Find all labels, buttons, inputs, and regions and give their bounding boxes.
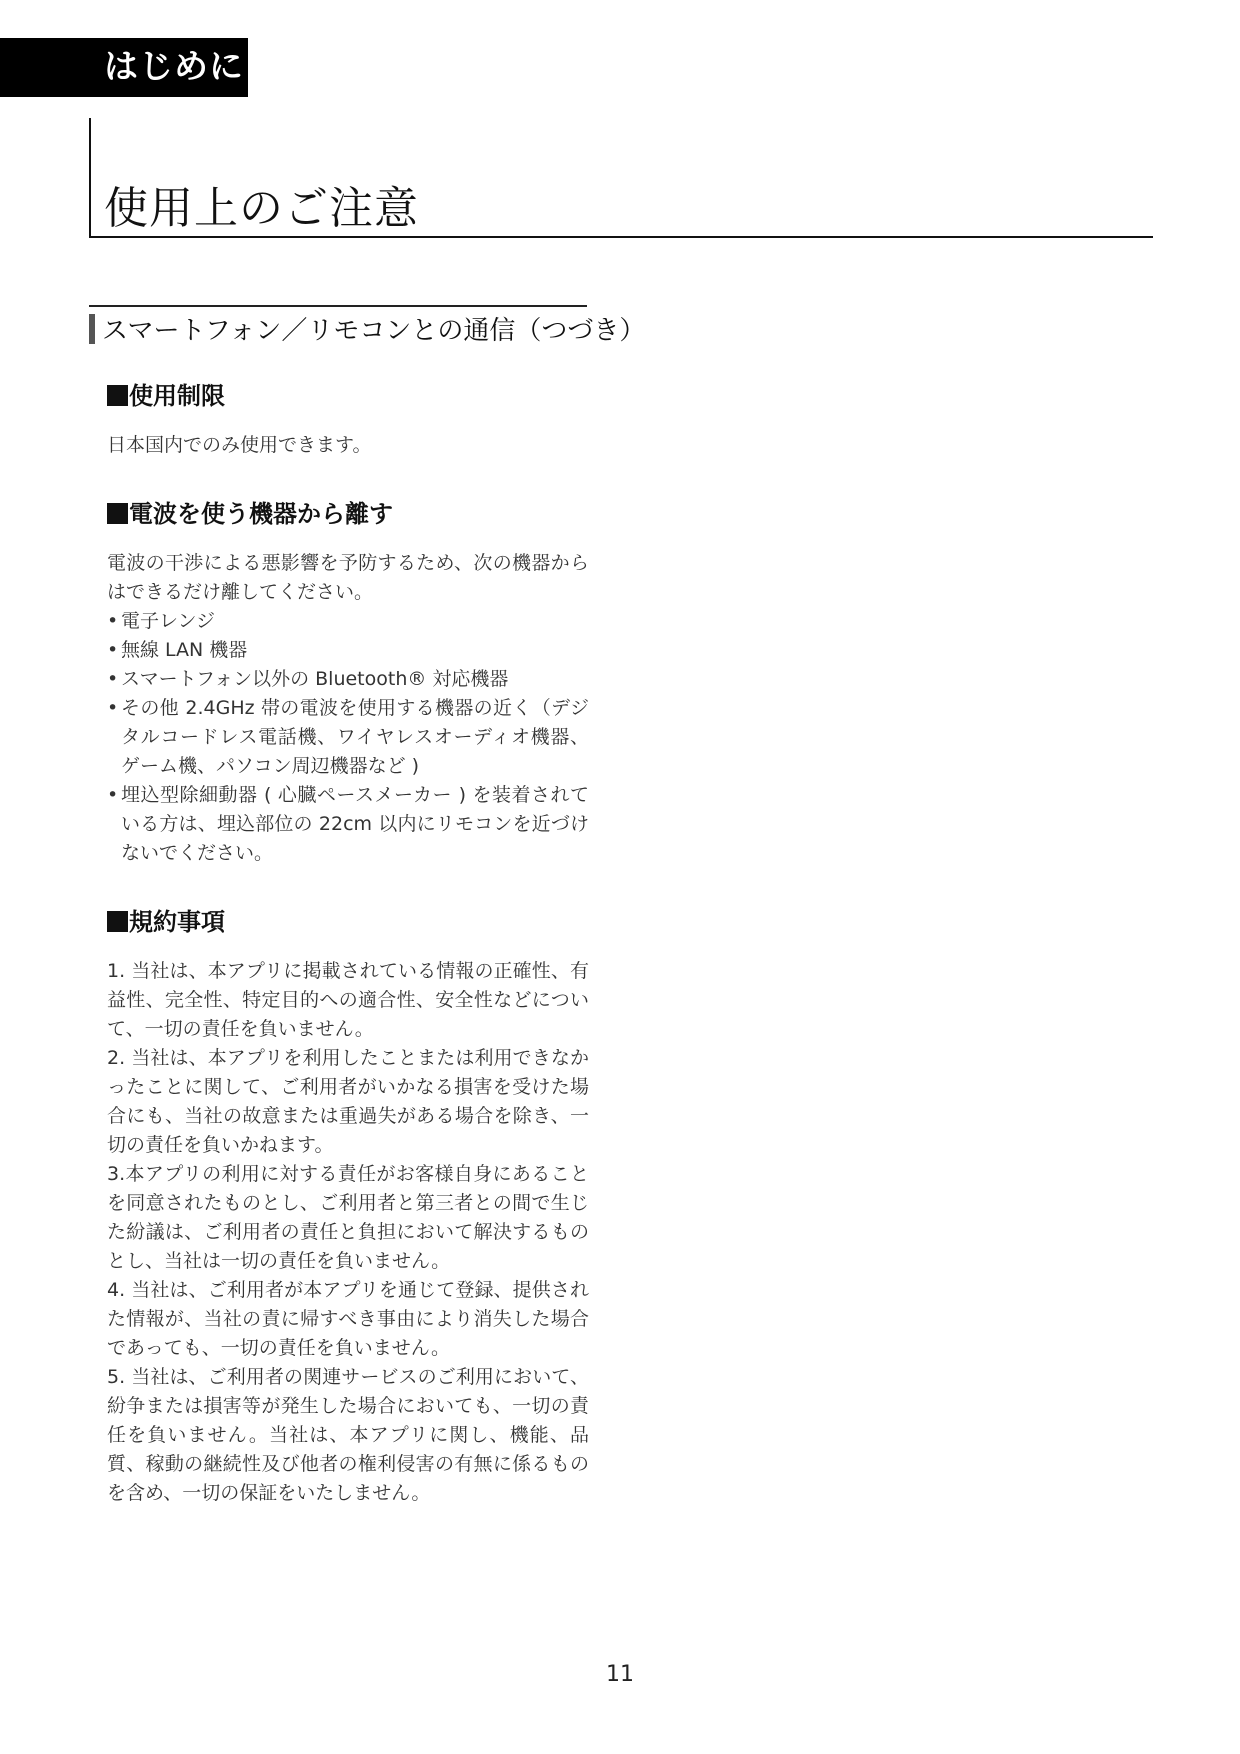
page-title: 使用上のご注意 — [104, 183, 419, 234]
usage-limit-heading-text: 使用制限 — [129, 382, 225, 410]
terms-heading — [107, 902, 589, 937]
bullet-dot: • — [107, 639, 119, 661]
list-item-text: 電子レンジ — [121, 610, 216, 632]
usage-limit-text: 日本国内でのみ使用できます。 — [107, 434, 372, 456]
section-title: スマートフォン／リモコンとの通信（つづき） — [102, 316, 646, 346]
section-top-rule — [89, 305, 587, 307]
square-bullet-icon — [107, 503, 128, 524]
square-bullet-icon — [107, 911, 128, 932]
bullet-dot: • — [107, 668, 119, 690]
list-item — [107, 694, 589, 781]
list-item — [107, 607, 589, 636]
page-number: 11 — [606, 1662, 634, 1687]
list-item-text: その他 2.4GHz 帯の電波を使用する機器の近く（デジタルコードレス電話機、ワイヤレスオーディオ機器、ゲーム機、パソコン周辺機器など ) — [121, 697, 589, 777]
terms-item: 5. 当社は、ご利用者の関連サービスのご利用において、紛争または損害等が発生した場合においても、一切の責任を負いません。当社は、本アプリに関し、機能、品質、稼動の継続性及び他者の権利侵害の有無に係るものを含め、一切の保証をいたしません。 — [107, 1366, 589, 1504]
terms-heading-text: 規約事項 — [129, 908, 225, 936]
radio-heading-text: 電波を使う機器から離す — [129, 500, 393, 528]
bullet-dot: • — [107, 784, 119, 806]
bullet-dot: • — [107, 697, 119, 719]
bullet-dot: • — [107, 610, 119, 632]
list-item — [107, 665, 589, 694]
main-content — [107, 376, 589, 1508]
usage-limit-heading — [107, 376, 589, 411]
list-item-text: スマートフォン以外の Bluetooth® 対応機器 — [121, 668, 509, 690]
chapter-tab-label: はじめに — [104, 47, 244, 87]
list-item-text: 無線 LAN 機器 — [121, 639, 248, 661]
terms-item: 1. 当社は、本アプリに掲載されている情報の正確性、有益性、完全性、特定目的への適合性、安全性などについて、一切の責任を負いません。 — [107, 960, 589, 1040]
title-vertical-rule — [89, 118, 91, 238]
terms-item: 2. 当社は、本アプリを利用したことまたは利用できなかったことに関して、ご利用者がいかなる損害を受けた場合にも、当社の故意または重過失がある場合を除き、一切の責任を負いかねます。 — [107, 1047, 589, 1156]
terms-list — [107, 957, 589, 1508]
list-item-text: 埋込型除細動器 ( 心臓ペースメーカー ) を装着されている方は、埋込部位の 22cm 以内にリモコンを近づけないでください。 — [121, 784, 589, 864]
section-marker-bar — [89, 314, 95, 344]
list-item — [107, 781, 589, 868]
radio-heading — [107, 494, 589, 529]
radio-intro: 電波の干渉による悪影響を予防するため、次の機器からはできるだけ離してください。 — [107, 552, 589, 603]
list-item — [107, 636, 589, 665]
square-bullet-icon — [107, 385, 128, 406]
terms-item: 4. 当社は、ご利用者が本アプリを通じて登録、提供された情報が、当社の責に帰すべき事由により消失した場合であっても、一切の責任を負いません。 — [107, 1279, 589, 1359]
title-horizontal-rule — [89, 236, 1153, 238]
radio-device-list — [107, 607, 589, 868]
chapter-tab — [0, 38, 248, 97]
terms-item: 3.本アプリの利用に対する責任がお客様自身にあることを同意されたものとし、ご利用者と第三者との間で生じた紛議は、ご利用者の責任と負担において解決するものとし、当社は一切の責任を負いません。 — [107, 1163, 589, 1272]
